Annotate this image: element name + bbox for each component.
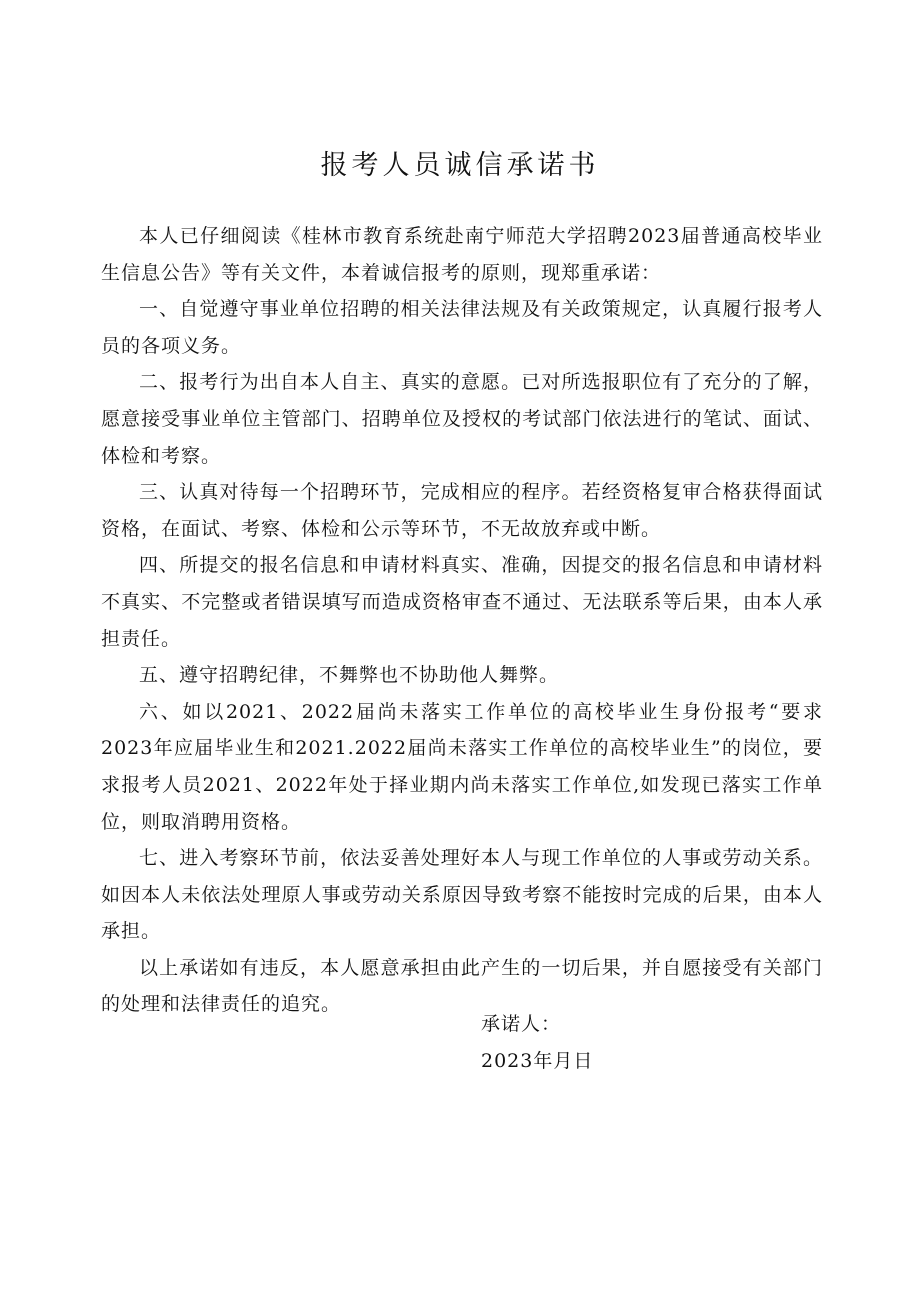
document-body bbox=[101, 218, 823, 1023]
closing-paragraph: 以上承诺如有违反，本人愿意承担由此产生的一切后果，并自愿接受有关部门的处理和法律责任的追究。 bbox=[101, 956, 823, 1016]
pledge-item-6: 六、如以2021、2022届尚未落实工作单位的高校毕业生身份报考“要求2023年应届毕业生和2021.2022届尚未落实工作单位的高校毕业生”的岗位，要求报考人员2021、2022年处于择业期内尚未落实工作单位,如发现已落实工作单位，则取消聘用资格。 bbox=[101, 700, 823, 833]
pledge-item-5: 五、遵守招聘纪律，不舞弊也不协助他人舞弊。 bbox=[139, 664, 560, 687]
signature-block bbox=[481, 1006, 593, 1079]
pledge-item-1: 一、自觉遵守事业单位招聘的相关法律法规及有关政策规定，认真履行报考人员的各项义务。 bbox=[101, 298, 823, 357]
intro-paragraph: 本人已仔细阅读《桂林市教育系统赴南宁师范大学招聘2023届普通高校毕业生信息公告》等有关文件，本着诚信报考的原则，现郑重承诺： bbox=[101, 225, 823, 284]
pledge-item-3: 三、认真对待每一个招聘环节，完成相应的程序。若经资格复审合格获得面试资格，在面试、考察、体检和公示等环节，不无故放弃或中断。 bbox=[101, 481, 823, 540]
signature-date: 2023年月日 bbox=[481, 1049, 594, 1072]
signatory-label: 承诺人： bbox=[481, 1013, 562, 1035]
pledge-item-4: 四、所提交的报名信息和申请材料真实、准确，因提交的报名信息和申请材料不真实、不完整或者错误填写而造成资格审查不通过、无法联系等后果，由本人承担责任。 bbox=[101, 554, 823, 650]
pledge-item-2: 二、报考行为出自本人自主、真实的意愿。已对所选报职位有了充分的了解，愿意接受事业单位主管部门、招聘单位及授权的考试部门依法进行的笔试、面试、体检和考察。 bbox=[101, 371, 823, 467]
document-title: 报考人员诚信承诺书 bbox=[320, 150, 600, 181]
pledge-item-7: 七、进入考察环节前，依法妥善处理好本人与现工作单位的人事或劳动关系。如因本人未依法处理原人事或劳动关系原因导致考察不能按时完成的后果，由本人承担。 bbox=[101, 847, 823, 943]
